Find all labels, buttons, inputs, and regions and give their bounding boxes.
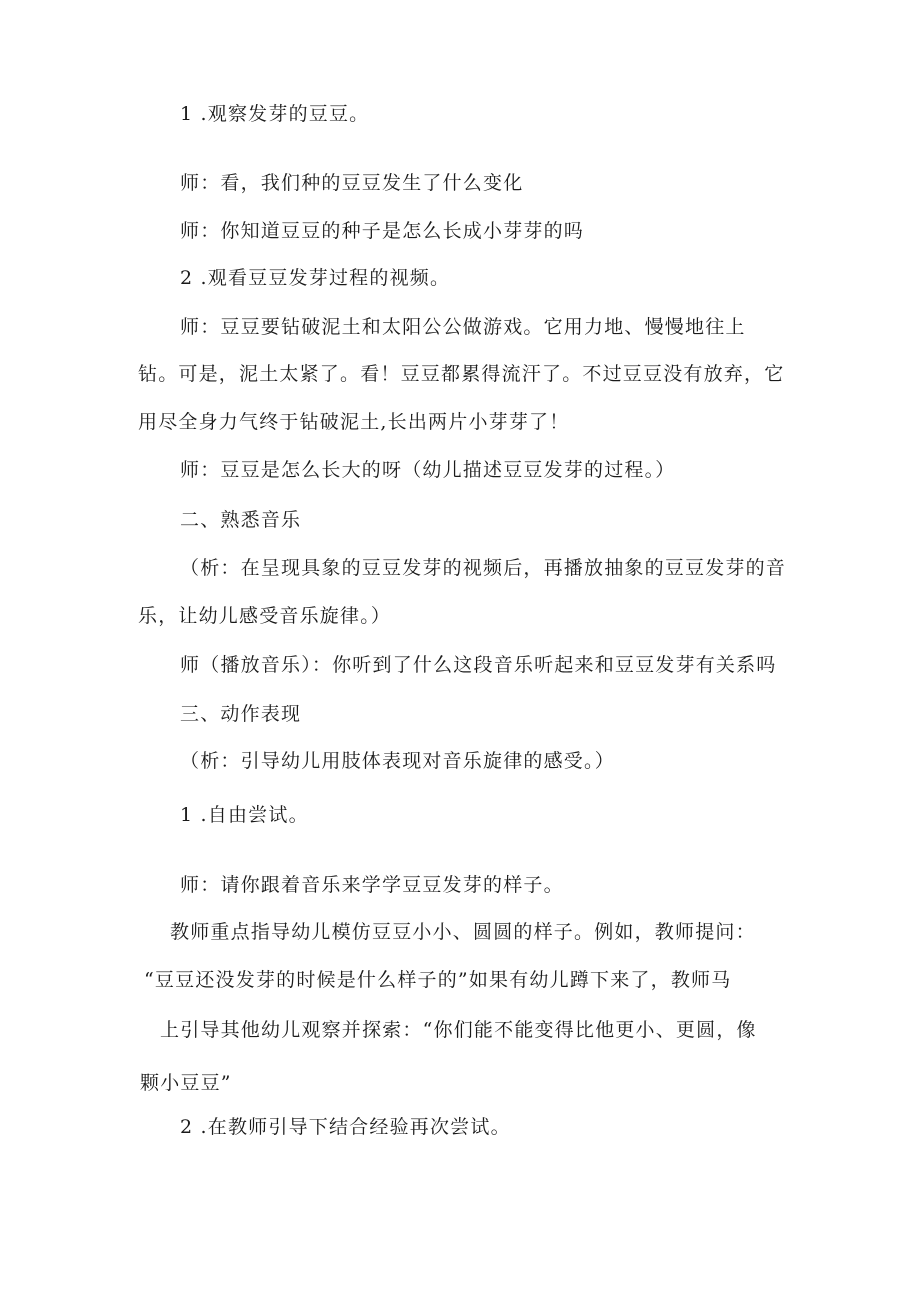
step-2-heading: 2 .观看豆豆发芽过程的视频。 xyxy=(180,267,451,289)
guidance-line-3: 上引导其他幼儿观察并探索：“你们能不能变得比他更小、更圆，像 xyxy=(160,1019,757,1041)
teacher-paragraph-line-3: 用尽全身力气终于钻破泥土,长出两片小芽芽了！ xyxy=(138,411,570,433)
guidance-line-2: “豆豆还没发芽的时候是什么样子的”如果有幼儿蹲下来了，教师马 xyxy=(144,969,732,991)
step-3-2-heading: 2 .在教师引导下结合经验再次尝试。 xyxy=(180,1116,511,1138)
guidance-line-4: 颗小豆豆” xyxy=(140,1072,232,1094)
step-3-1-heading: 1 .自由尝试。 xyxy=(180,804,309,826)
teacher-instruction: 师：请你跟着音乐来学学豆豆发芽的样子。 xyxy=(180,874,564,896)
teacher-line-1: 师：看，我们种的豆豆发生了什么变化 xyxy=(180,172,524,194)
teacher-paragraph-line-1: 师：豆豆要钻破泥土和太阳公公做游戏。它用力地、慢慢地往上 xyxy=(180,316,746,338)
teacher-question: 师：豆豆是怎么长大的呀（幼儿描述豆豆发芽的过程。） xyxy=(180,459,676,481)
teacher-line-2: 师：你知道豆豆的种子是怎么长成小芽芽的吗 xyxy=(180,220,585,242)
teacher-music-question: 师（播放音乐）：你听到了什么这段音乐听起来和豆豆发芽有关系吗 xyxy=(180,654,777,676)
step-1-heading: 1 .观察发芽的豆豆。 xyxy=(180,103,370,125)
section-2-heading: 二、熟悉音乐 xyxy=(180,509,302,531)
analysis-note-3: （析：引导幼儿用肢体表现对音乐旋律的感受。） xyxy=(180,750,615,772)
guidance-line-1: 教师重点指导幼儿模仿豆豆小小、圆圆的样子。例如，教师提问： xyxy=(170,921,756,943)
analysis-note-line-2: 乐，让幼儿感受音乐旋律。） xyxy=(138,605,392,627)
section-3-heading: 三、动作表现 xyxy=(180,703,302,725)
teacher-paragraph-line-2: 钻。可是，泥土太紧了。看！豆豆都累得流汗了。不过豆豆没有放弃，它 xyxy=(138,363,785,385)
analysis-note-line-1: （析：在呈现具象的豆豆发芽的视频后，再播放抽象的豆豆发芽的音 xyxy=(180,557,787,579)
